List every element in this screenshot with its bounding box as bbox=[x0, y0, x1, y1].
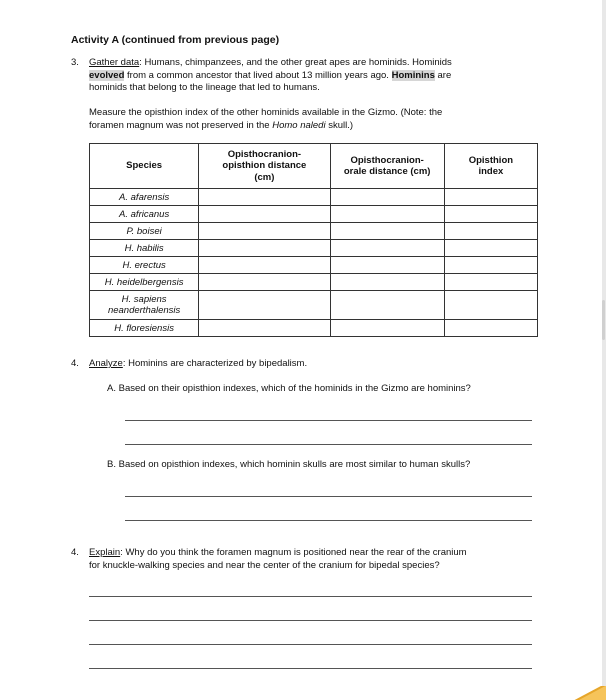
h2-l2: opisthion distance bbox=[222, 160, 307, 172]
input-cell[interactable] bbox=[444, 206, 537, 223]
input-cell[interactable] bbox=[444, 240, 537, 257]
table-row bbox=[90, 320, 538, 337]
term-hominins: Hominins bbox=[391, 69, 435, 81]
answer-line[interactable] bbox=[125, 496, 532, 497]
q4-text: : Hominins are characterized by bipedalism. bbox=[122, 358, 308, 369]
input-cell[interactable] bbox=[199, 291, 330, 320]
input-cell[interactable] bbox=[330, 257, 444, 274]
q4-paragraph bbox=[89, 358, 549, 371]
term-evolved: evolved bbox=[89, 69, 125, 81]
q4b-prompt: B. Based on opisthion indexes, which hominin skulls are most similar to human skulls? bbox=[107, 459, 471, 470]
h4-l2: index bbox=[478, 166, 504, 177]
h4-l1: Opisthion bbox=[468, 154, 514, 166]
input-cell[interactable] bbox=[330, 274, 444, 291]
table-row bbox=[90, 257, 538, 274]
input-cell[interactable] bbox=[444, 189, 537, 206]
input-cell[interactable] bbox=[199, 274, 330, 291]
table-row bbox=[90, 274, 538, 291]
input-cell[interactable] bbox=[444, 320, 537, 337]
q4-number: 4. bbox=[71, 358, 79, 369]
table-row bbox=[90, 189, 538, 206]
input-cell[interactable] bbox=[199, 320, 330, 337]
h2-l3: (cm) bbox=[254, 171, 275, 183]
answer-line[interactable] bbox=[125, 420, 532, 421]
table-row bbox=[90, 291, 538, 320]
input-cell[interactable] bbox=[199, 240, 330, 257]
input-cell[interactable] bbox=[444, 274, 537, 291]
table-row bbox=[90, 206, 538, 223]
species-cell bbox=[90, 291, 199, 320]
species-line2: neanderthalensis bbox=[107, 305, 181, 316]
q4-label: Analyze bbox=[89, 358, 123, 369]
h3-l2: orale distance (cm) bbox=[343, 166, 431, 177]
q4a-prompt: A. Based on their opisthion indexes, which of the hominids in the Gizmo are hominins? bbox=[107, 383, 471, 394]
species-cell: H. erectus bbox=[90, 257, 199, 274]
q3-instructions bbox=[89, 107, 549, 132]
input-cell[interactable] bbox=[330, 223, 444, 240]
input-cell[interactable] bbox=[199, 206, 330, 223]
q5-number: 4. bbox=[71, 547, 79, 558]
header-opisthion-index bbox=[444, 144, 537, 189]
answer-line[interactable] bbox=[89, 644, 532, 645]
q3-number: 3. bbox=[71, 57, 79, 68]
page-edge bbox=[602, 0, 606, 700]
instr-b: foramen magnum was not preserved in the bbox=[89, 119, 273, 131]
q3-label: Gather data bbox=[89, 57, 140, 68]
header-species: Species bbox=[90, 144, 199, 189]
instr-species: Homo naledi bbox=[272, 119, 326, 131]
input-cell[interactable] bbox=[199, 189, 330, 206]
header-opisthion-distance bbox=[199, 144, 330, 189]
activity-heading: Activity A (continued from previous page) bbox=[71, 34, 280, 46]
q3-text-b: from a common ancestor that lived about 13 million years ago. bbox=[124, 69, 392, 81]
table-row bbox=[90, 223, 538, 240]
scrollbar[interactable] bbox=[602, 300, 605, 340]
q5-paragraph bbox=[89, 547, 549, 572]
page-curl-corner bbox=[572, 686, 606, 700]
q5-text-a: : Why do you think the foramen magnum is positioned near the rear of the cranium bbox=[120, 547, 467, 558]
answer-line[interactable] bbox=[89, 668, 532, 669]
instr-c: skull.) bbox=[325, 119, 354, 131]
input-cell[interactable] bbox=[199, 257, 330, 274]
input-cell[interactable] bbox=[330, 291, 444, 320]
species-cell: P. boisei bbox=[90, 223, 199, 240]
input-cell[interactable] bbox=[330, 206, 444, 223]
q5-label: Explain bbox=[89, 547, 121, 558]
species-cell: H. heidelbergensis bbox=[90, 274, 199, 291]
input-cell[interactable] bbox=[444, 257, 537, 274]
answer-line[interactable] bbox=[125, 520, 532, 521]
opisthion-table bbox=[89, 143, 538, 337]
input-cell[interactable] bbox=[444, 223, 537, 240]
input-cell[interactable] bbox=[444, 291, 537, 320]
q3-text-a: : Humans, chimpanzees, and the other great apes are hominids. Hominids bbox=[139, 57, 452, 68]
q3-text-c: are bbox=[434, 69, 452, 81]
species-cell: A. afarensis bbox=[90, 189, 199, 206]
q3-paragraph bbox=[89, 57, 549, 95]
table-row bbox=[90, 240, 538, 257]
input-cell[interactable] bbox=[330, 240, 444, 257]
species-cell: H. floresiensis bbox=[90, 320, 199, 337]
answer-line[interactable] bbox=[125, 444, 532, 445]
header-orale-distance bbox=[330, 144, 444, 189]
species-cell: H. habilis bbox=[90, 240, 199, 257]
species-cell: A. africanus bbox=[90, 206, 199, 223]
answer-line[interactable] bbox=[89, 596, 532, 597]
species-line1: H. sapiens bbox=[121, 294, 167, 305]
h2-l1: Opisthocranion- bbox=[227, 148, 302, 160]
q5-text-b: for knuckle-walking species and near the center of the cranium for bipedal species? bbox=[89, 559, 440, 571]
q3-text-d: hominids that belong to the lineage that led to humans. bbox=[89, 82, 320, 93]
h3-l1: Opisthocranion- bbox=[350, 154, 424, 166]
input-cell[interactable] bbox=[330, 320, 444, 337]
input-cell[interactable] bbox=[199, 223, 330, 240]
input-cell[interactable] bbox=[330, 189, 444, 206]
answer-line[interactable] bbox=[89, 620, 532, 621]
instr-a: Measure the opisthion index of the other hominids available in the Gizmo. (Note: the bbox=[89, 107, 443, 118]
